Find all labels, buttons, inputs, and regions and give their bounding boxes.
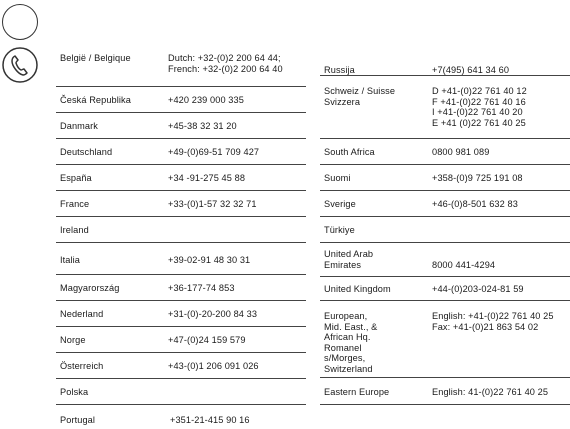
country-name: Schweiz / Suisse Svizzera bbox=[324, 86, 396, 107]
table-row bbox=[56, 139, 306, 165]
country-name: Türkiye bbox=[324, 225, 355, 235]
table-row bbox=[320, 378, 570, 405]
country-list-left bbox=[56, 45, 306, 429]
table-row bbox=[56, 327, 306, 353]
country-name: Österreich bbox=[60, 361, 104, 371]
table-row bbox=[320, 45, 570, 76]
table-row bbox=[56, 217, 306, 243]
phone-number: +351-21-415 90 16 bbox=[170, 415, 250, 425]
table-row bbox=[56, 275, 306, 301]
phone-number: +49-(0)69-51 709 427 bbox=[168, 147, 260, 157]
table-row bbox=[320, 301, 570, 378]
country-name: Russija bbox=[324, 65, 355, 75]
table-row bbox=[56, 301, 306, 327]
phone-number: English: 41-(0)22 761 40 25 bbox=[432, 387, 549, 397]
phone-number: +34 -91-275 45 88 bbox=[168, 173, 246, 183]
phone-number: +45-38 32 31 20 bbox=[168, 121, 237, 131]
country-name: United Arab Emirates bbox=[324, 249, 374, 270]
country-name: Portugal bbox=[60, 415, 96, 425]
phone-number: +46-(0)8-501 632 83 bbox=[432, 199, 518, 209]
country-name: Suomi bbox=[324, 173, 351, 183]
phone-number: +39-02-91 48 30 31 bbox=[168, 255, 251, 265]
table-row bbox=[56, 113, 306, 139]
table-row bbox=[320, 277, 570, 301]
country-name: Eastern Europe bbox=[324, 387, 390, 397]
phone-number: +44-(0)203-024-81 59 bbox=[432, 284, 524, 294]
country-name: Sverige bbox=[324, 199, 356, 209]
table-row bbox=[56, 165, 306, 191]
table-row bbox=[320, 243, 570, 277]
country-name: Italia bbox=[60, 255, 81, 265]
table-row bbox=[320, 165, 570, 191]
blank-circle-icon bbox=[2, 4, 38, 40]
country-name: France bbox=[60, 199, 90, 209]
country-name: Ireland bbox=[60, 225, 89, 235]
country-name: Deutschland bbox=[60, 147, 113, 157]
phone-number: +358-(0)9 725 191 08 bbox=[432, 173, 523, 183]
phone-number: +420 239 000 335 bbox=[168, 95, 244, 105]
country-name: Danmark bbox=[60, 121, 98, 131]
phone-number: +43-(0)1 206 091 026 bbox=[168, 361, 259, 371]
phone-number: +47-(0)24 159 579 bbox=[168, 335, 246, 345]
country-name: Polska bbox=[60, 387, 89, 397]
phone-number: +33-(0)1-57 32 32 71 bbox=[168, 199, 257, 209]
table-row bbox=[56, 353, 306, 379]
country-name: European, Mid. East., & African Hq. Romanel s/Morges, Switzerland bbox=[324, 311, 378, 374]
table-row bbox=[56, 379, 306, 405]
phone-number: +7(495) 641 34 60 bbox=[432, 65, 510, 75]
table-row bbox=[56, 45, 306, 87]
country-name: Nederland bbox=[60, 309, 104, 319]
phone-number: English: +41-(0)22 761 40 25 Fax: +41-(0)21 863 54 02 bbox=[432, 311, 554, 332]
table-row bbox=[56, 87, 306, 113]
country-name: Norge bbox=[60, 335, 86, 345]
phone-number: +36-177-74 853 bbox=[168, 283, 235, 293]
phone-number: Dutch: +32-(0)2 200 64 44; French: +32-(0)2 200 64 40 bbox=[168, 53, 283, 74]
phone-number: 0800 981 089 bbox=[432, 147, 490, 157]
country-name: South Africa bbox=[324, 147, 375, 157]
phone-handset-icon bbox=[2, 47, 38, 83]
table-row bbox=[56, 191, 306, 217]
table-row bbox=[320, 217, 570, 243]
phone-number: +31-(0)-20-200 84 33 bbox=[168, 309, 258, 319]
country-list-right bbox=[320, 45, 570, 405]
country-name: United Kingdom bbox=[324, 284, 391, 294]
phone-number: D +41-(0)22 761 40 12 F +41-(0)22 761 40 16 I +41-(0)22 761 40 20 E +41 (0)22 761 40 25 bbox=[432, 86, 527, 128]
table-row bbox=[56, 243, 306, 275]
table-row bbox=[320, 191, 570, 217]
country-name: België / Belgique bbox=[60, 53, 131, 63]
country-name: Česká Republika bbox=[60, 95, 131, 105]
country-name: España bbox=[60, 173, 92, 183]
table-row bbox=[320, 76, 570, 139]
country-name: Magyarország bbox=[60, 283, 120, 293]
phone-number: 8000 441-4294 bbox=[432, 260, 496, 270]
table-row bbox=[320, 139, 570, 165]
table-row bbox=[56, 405, 306, 429]
